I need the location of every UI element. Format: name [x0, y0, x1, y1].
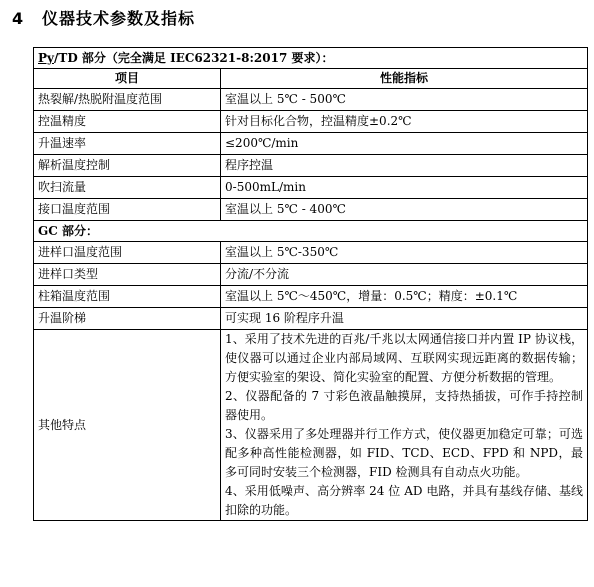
- row-label: 热裂解/热脱附温度范围: [34, 89, 221, 111]
- row-label: 升温速率: [34, 133, 221, 155]
- features-label: 其他特点: [34, 330, 221, 521]
- row-value: ≤200℃/min: [221, 133, 588, 155]
- row-label: 进样口类型: [34, 264, 221, 286]
- table-row: [34, 286, 588, 308]
- row-label: 接口温度范围: [34, 199, 221, 221]
- feature-item: 1、采用了技术先进的百兆/千兆以太网通信接口并内置 IP 协议栈，使仪器可以通过企业内部局域网、互联网实现远距离的数据传输；方便实验室的架设、简化实验室的配置、方便分析数据的管理。: [225, 332, 584, 384]
- row-label: 柱箱温度范围: [34, 286, 221, 308]
- gc-section-row: [34, 221, 588, 242]
- row-value: 室温以上 5℃-350℃: [221, 242, 588, 264]
- table-row: [34, 264, 588, 286]
- header-spec: 性能指标: [221, 69, 588, 89]
- row-value: 针对目标化合物，控温精度±0.2℃: [221, 111, 588, 133]
- pytd-section-title: Py/TD 部分（完全满足 IEC62321-8:2017 要求）：: [34, 48, 588, 69]
- row-value: 室温以上 5℃～450℃，增量：0.5℃；精度：±0.1℃: [221, 286, 588, 308]
- row-label: 进样口温度范围: [34, 242, 221, 264]
- row-value: 室温以上 5℃ - 500℃: [221, 89, 588, 111]
- spec-table: [33, 47, 588, 521]
- header-item: 项目: [34, 69, 221, 89]
- feature-item: 3、仪器采用了多处理器并行工作方式，使仪器更加稳定可靠；可选配多种高性能检测器，如 FID、TCD、ECD、FPD 和 NPD，最多可同时安装三个检测器，FID 检测具有自动点火功能。: [225, 427, 584, 479]
- section-number: 4: [12, 9, 25, 28]
- row-label: 解析温度控制: [34, 155, 221, 177]
- row-label: 控温精度: [34, 111, 221, 133]
- row-label: 吹扫流量: [34, 177, 221, 199]
- row-label: 升温阶梯: [34, 308, 221, 330]
- table-row: [34, 242, 588, 264]
- features-row: [34, 330, 588, 521]
- features-cell: [221, 330, 588, 521]
- gc-section-title: GC 部分：: [34, 221, 588, 242]
- row-value: 可实现 16 阶程序升温: [221, 308, 588, 330]
- pytd-section-row: [34, 48, 588, 69]
- feature-item: 2、仪器配备的 7 寸彩色液晶触摸屏，支持热插拔，可作手持控制器使用。: [225, 389, 584, 422]
- table-row: [34, 133, 588, 155]
- section-heading: [12, 6, 195, 29]
- section-title: 仪器技术参数及指标: [42, 9, 196, 28]
- table-row: [34, 89, 588, 111]
- row-value: 0-500mL/min: [221, 177, 588, 199]
- table-row: [34, 177, 588, 199]
- feature-item: 4、采用低噪声、高分辨率 24 位 AD 电路，并具有基线存储、基线扣除的功能。: [225, 484, 584, 517]
- table-row: [34, 308, 588, 330]
- table-header-row: [34, 69, 588, 89]
- table-row: [34, 155, 588, 177]
- table-row: [34, 199, 588, 221]
- table-row: [34, 111, 588, 133]
- row-value: 分流/不分流: [221, 264, 588, 286]
- row-value: 室温以上 5℃ - 400℃: [221, 199, 588, 221]
- row-value: 程序控温: [221, 155, 588, 177]
